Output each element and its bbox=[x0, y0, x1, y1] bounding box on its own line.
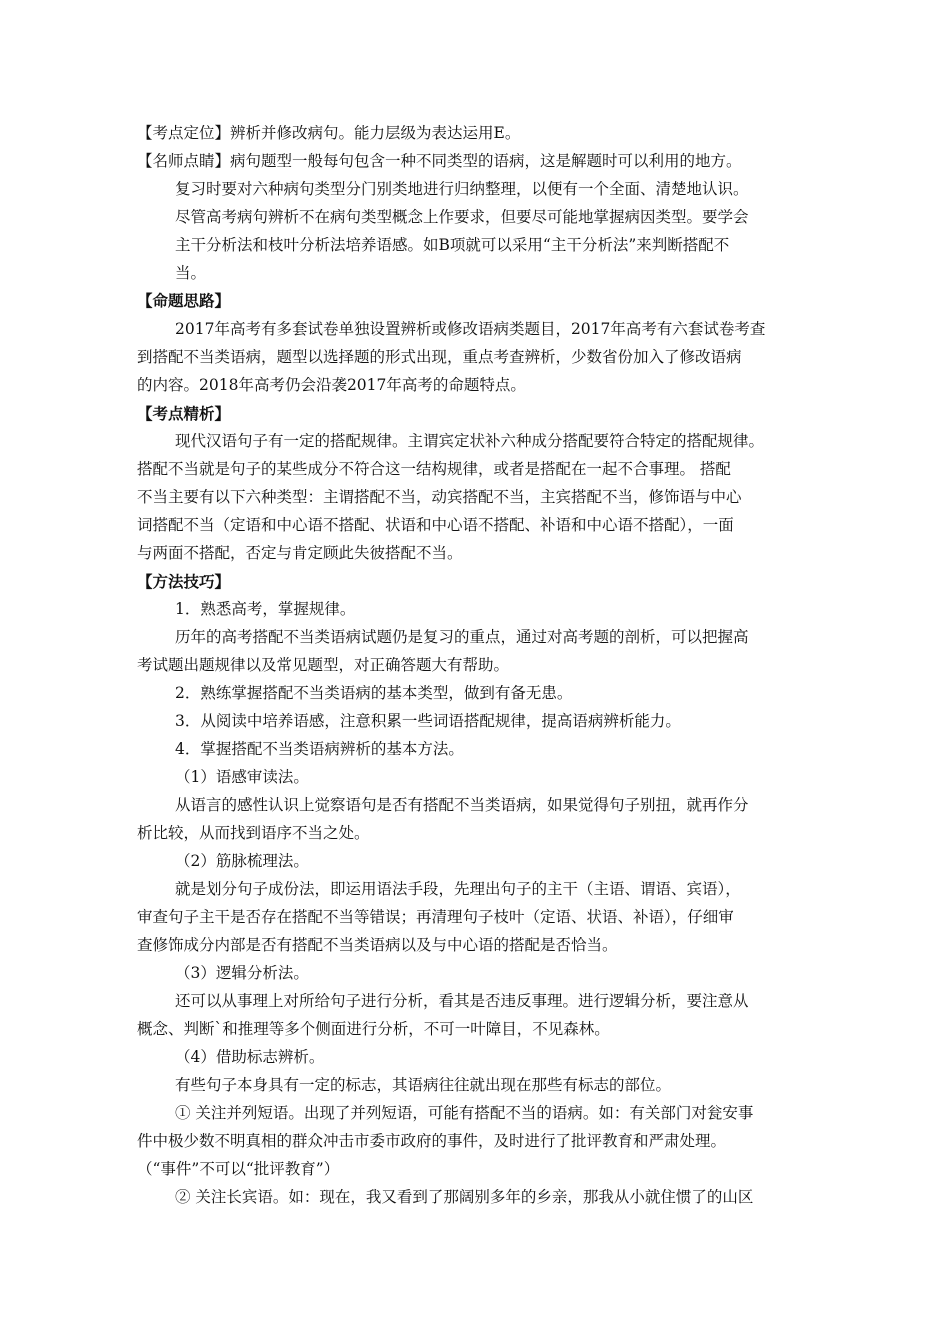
text-line: 当。 bbox=[175, 264, 207, 282]
text-line: 还可以从事理上对所给句子进行分析，看其是否违反事理。进行逻辑分析，要注意从 bbox=[175, 992, 749, 1010]
text-line: 概念、判断`和推理等多个侧面进行分析，不可一叶障目，不见森林。 bbox=[137, 1020, 610, 1038]
text-line: 有些句子本身具有一定的标志，其语病往往就出现在那些有标志的部位。 bbox=[175, 1076, 672, 1094]
text-line: ① 关注并列短语。出现了并列短语，可能有搭配不当的语病。如：有关部门对瓮安事 bbox=[175, 1104, 754, 1122]
text-line: ② 关注长宾语。如：现在，我又看到了那阔别多年的乡亲，那我从小就住惯了的山区 bbox=[175, 1188, 754, 1206]
text-line: 不当主要有以下六种类型：主谓搭配不当，动宾搭配不当，主宾搭配不当，修饰语与中心 bbox=[137, 488, 742, 506]
text-line: 尽管高考病句辨析不在病句类型概念上作要求，但要尽可能地掌握病因类型。要学会 bbox=[175, 208, 749, 226]
text-line: 的内容。2018年高考仍会沿袭2017年高考的命题特点。 bbox=[137, 376, 526, 394]
section-heading-mingti: 【命题思路】 bbox=[137, 291, 231, 310]
text-line: 2017年高考有多套试卷单独设置辨析或修改语病类题目，2017年高考有六套试卷考查 bbox=[175, 320, 766, 338]
text-line: 词搭配不当（定语和中心语不搭配、状语和中心语不搭配、补语和中心语不搭配），一面 bbox=[137, 516, 734, 534]
text-line: 考试题出题规律以及常见题型，对正确答题大有帮助。 bbox=[137, 656, 510, 674]
text-line: 析比较，从而找到语序不当之处。 bbox=[137, 824, 370, 842]
text-line: 审查句子主干是否存在搭配不当等错误；再清理句子枝叶（定语、状语、补语），仔细审 bbox=[137, 908, 734, 926]
list-item: 4．掌握搭配不当类语病辨析的基本方法。 bbox=[175, 740, 464, 758]
text-line: 到搭配不当类语病，题型以选择题的形式出现，重点考查辨析，少数省份加入了修改语病 bbox=[137, 348, 742, 366]
text-line: 从语言的感性认识上觉察语句是否有搭配不当类语病，如果觉得句子别扭，就再作分 bbox=[175, 796, 749, 814]
text-line: 复习时要对六种病句类型分门别类地进行归纳整理，以便有一个全面、清楚地认识。 bbox=[175, 180, 749, 198]
text-line: 就是划分句子成份法，即运用语法手段，先理出句子的主干（主语、谓语、宾语）， bbox=[175, 880, 741, 898]
text-line: 主干分析法和枝叶分析法培养语感。如B项就可以采用“主干分析法”来判断搭配不 bbox=[175, 236, 730, 254]
sub-heading: （2）筋脉梳理法。 bbox=[175, 852, 309, 870]
text-line: 与两面不搭配，否定与肯定顾此失彼搭配不当。 bbox=[137, 544, 463, 562]
list-item: 3．从阅读中培养语感，注意积累一些词语搭配规律，提高语病辨析能力。 bbox=[175, 712, 681, 730]
text-line: 搭配不当就是句子的某些成分不符合这一结构规律，或者是搭配在一起不合事理。 搭配 bbox=[137, 460, 731, 478]
section-heading-fangfa: 【方法技巧】 bbox=[137, 572, 231, 591]
text-line: 现代汉语句子有一定的搭配规律。主谓宾定状补六种成分搭配要符合特定的搭配规律。 bbox=[175, 432, 765, 450]
text-line: 件中极少数不明真相的群众冲击市委市政府的事件，及时进行了批评教育和严肃处理。 bbox=[137, 1132, 727, 1150]
list-item: 1．熟悉高考，掌握规律。 bbox=[175, 600, 356, 618]
list-item: 2．熟练掌握搭配不当类语病的基本类型，做到有备无患。 bbox=[175, 684, 573, 702]
section-heading-jingxi: 【考点精析】 bbox=[137, 404, 231, 423]
text-line: （“事件”不可以“批评教育”） bbox=[137, 1160, 340, 1178]
sub-heading: （4）借助标志辨析。 bbox=[175, 1048, 325, 1066]
text-line-kaodian: 【考点定位】辨析并修改病句。能力层级为表达运用E。 bbox=[137, 124, 521, 142]
text-line: 查修饰成分内部是否有搭配不当类语病以及与中心语的搭配是否恰当。 bbox=[137, 936, 618, 954]
sub-heading: （3）逻辑分析法。 bbox=[175, 964, 309, 982]
text-line: 历年的高考搭配不当类语病试题仍是复习的重点，通过对高考题的剖析，可以把握高 bbox=[175, 628, 749, 646]
text-line-mingshi: 【名师点睛】病句题型一般每句包含一种不同类型的语病，这是解题时可以利用的地方。 bbox=[137, 152, 742, 170]
sub-heading: （1）语感审读法。 bbox=[175, 768, 309, 786]
